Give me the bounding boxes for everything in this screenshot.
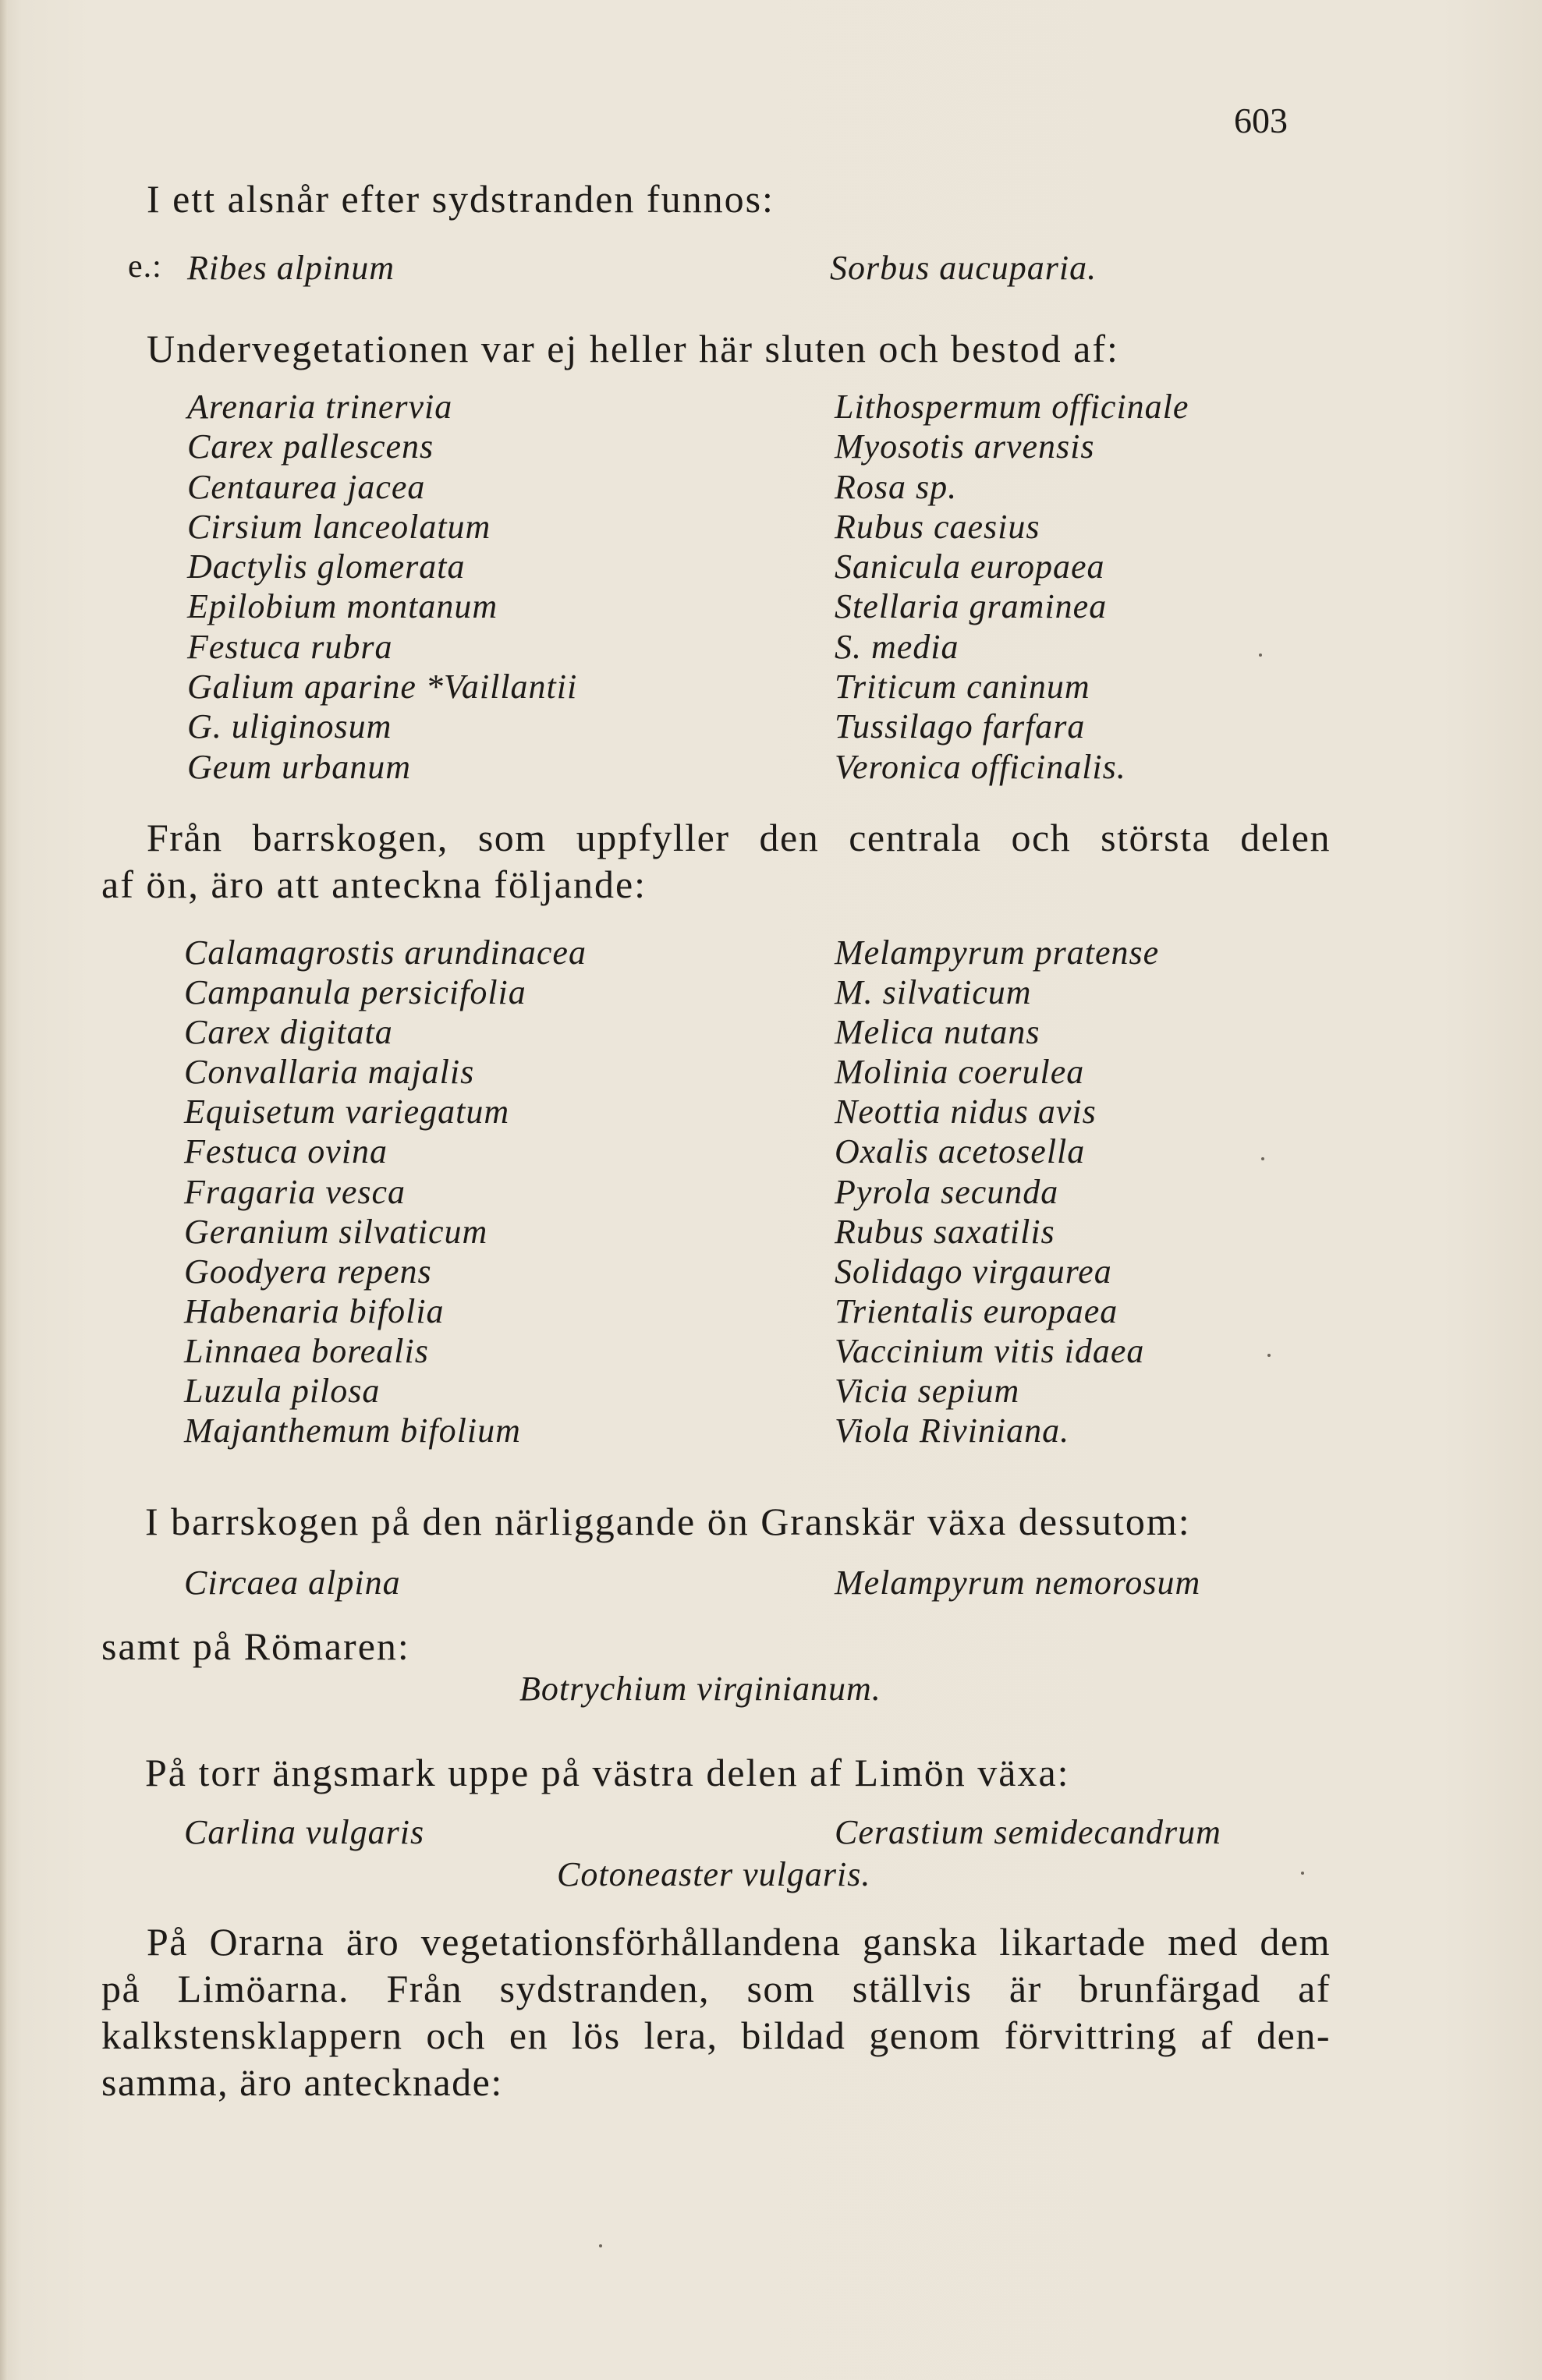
species-item: Majanthemum bifolium xyxy=(184,1411,521,1450)
section4-also-species: Botrychium virginianum. xyxy=(519,1670,881,1708)
species-item: Convallaria majalis xyxy=(184,1053,475,1092)
species-item: Rosa sp. xyxy=(835,467,958,506)
species-item: Festuca ovina xyxy=(184,1132,388,1171)
section2-right-list xyxy=(835,387,1189,787)
paper-speck xyxy=(1267,1354,1271,1357)
species-item: Tussilago farfara xyxy=(835,707,1086,746)
species-item: Linnaea borealis xyxy=(184,1331,429,1370)
species-item: Lithospermum officinale xyxy=(835,388,1189,426)
species-item: Campanula persicifolia xyxy=(184,973,526,1012)
species-item: Carex pallescens xyxy=(187,427,434,466)
paper-speck xyxy=(1259,653,1262,657)
species-item: Cirsium lanceolatum xyxy=(187,507,491,546)
species-item: Calamagrostis arundinacea xyxy=(184,933,587,972)
species-item: Festuca rubra xyxy=(187,627,393,666)
species-item: Sanicula europaea xyxy=(835,547,1105,586)
species-item: Fragaria vesca xyxy=(184,1172,406,1211)
species-item: Habenaria bifolia xyxy=(184,1291,445,1330)
species-item: Centaurea jacea xyxy=(187,467,426,506)
species-item: Viola Riviniana. xyxy=(835,1411,1070,1450)
section6-line: samma, äro antecknade: xyxy=(101,2060,503,2104)
section1-prefix: e.: xyxy=(128,249,162,285)
species-item: Melampyrum pratense xyxy=(835,933,1160,972)
section5-species-center: Cotoneaster vulgaris. xyxy=(557,1855,871,1893)
species-item: Stellaria graminea xyxy=(835,587,1108,626)
paper-speck xyxy=(1261,1157,1264,1160)
species-item: Veronica officinalis. xyxy=(835,747,1126,786)
paper-speck xyxy=(1301,1872,1304,1875)
section4-also-label: samt på Römaren: xyxy=(101,1624,410,1668)
species-item: Rubus saxatilis xyxy=(835,1212,1055,1251)
species-item: Melica nutans xyxy=(835,1013,1040,1052)
section2-heading: Undervegetationen var ej heller här sluten och bestod af: xyxy=(147,327,1119,370)
species-item: Equisetum variegatum xyxy=(184,1093,510,1132)
section4-species-right: Melampyrum nemorosum xyxy=(835,1564,1201,1602)
species-item: Galium aparine *Vaillantii xyxy=(187,668,578,707)
species-item: Luzula pilosa xyxy=(184,1372,381,1411)
species-item: Solidago virgaurea xyxy=(835,1252,1112,1291)
species-item: Rubus caesius xyxy=(835,507,1040,546)
species-item: Triticum caninum xyxy=(835,668,1090,707)
species-item: Goodyera repens xyxy=(184,1252,432,1291)
section3-right-list xyxy=(835,933,1159,1450)
section1-heading: I ett alsnår efter sydstranden funnos: xyxy=(147,177,775,221)
species-item: Vaccinium vitis idaea xyxy=(835,1331,1145,1370)
species-item: Arenaria trinervia xyxy=(187,388,453,426)
paper-speck xyxy=(599,2244,602,2247)
species-item: Neottia nidus avis xyxy=(835,1093,1097,1132)
species-item: Carex digitata xyxy=(184,1013,393,1052)
species-item: Dactylis glomerata xyxy=(187,547,466,586)
section1-species-right: Sorbus aucuparia. xyxy=(830,249,1097,287)
section6-line: på Limöarna. Från sydstranden, som ställvis är brunfärgad af xyxy=(101,1967,1331,2010)
species-item: G. uliginosum xyxy=(187,707,392,746)
species-item: Vicia sepium xyxy=(835,1372,1020,1411)
page-edge xyxy=(0,0,8,2380)
section4-heading: I barrskogen på den närliggande ön Granskär växa dessutom: xyxy=(145,1500,1191,1543)
section6-line: På Orarna äro vegetationsförhållandena ganska likartade med dem xyxy=(147,1920,1331,1964)
species-item: Molinia coerulea xyxy=(835,1053,1085,1092)
section5-species-left: Carlina vulgaris xyxy=(184,1813,425,1851)
species-item: Trientalis europaea xyxy=(835,1291,1118,1330)
section3-left-list xyxy=(184,933,587,1450)
section5-species-right: Cerastium semidecandrum xyxy=(835,1813,1221,1851)
species-item: Epilobium montanum xyxy=(187,587,498,626)
section4-species-left: Circaea alpina xyxy=(184,1564,401,1602)
species-item: Myosotis arvensis xyxy=(835,427,1095,466)
section5-heading: På torr ängsmark uppe på västra delen af Limön växa: xyxy=(145,1751,1070,1794)
species-item: M. silvaticum xyxy=(835,973,1032,1012)
species-item: Oxalis acetosella xyxy=(835,1132,1086,1171)
species-item: S. media xyxy=(835,627,959,666)
species-item: Geranium silvaticum xyxy=(184,1212,488,1251)
page-number: 603 xyxy=(1234,101,1288,140)
section6-line: kalkstensklappern och en lös lera, bildad genom förvittring af den- xyxy=(101,2013,1331,2057)
section1-species-left: Ribes alpinum xyxy=(187,249,395,287)
species-item: Geum urbanum xyxy=(187,747,411,786)
species-item: Pyrola secunda xyxy=(835,1172,1059,1211)
section2-left-list xyxy=(187,387,577,787)
section3-heading-line2: af ön, äro att anteckna följande: xyxy=(101,862,647,906)
section3-heading-line1: Från barrskogen, som uppfyller den centrala och största delen xyxy=(147,816,1331,859)
